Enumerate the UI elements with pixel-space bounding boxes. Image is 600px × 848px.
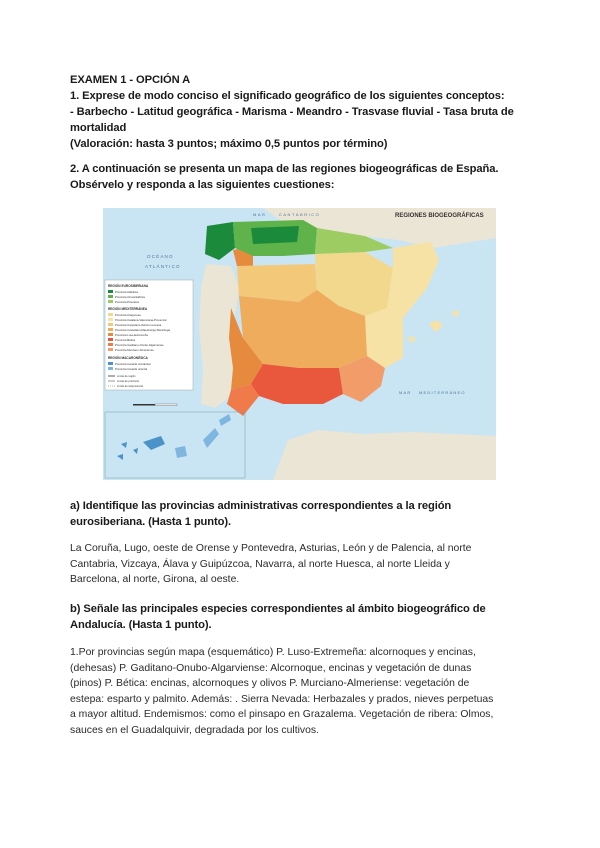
question-2-line-1: 2. A continuación se presenta un mapa de las regiones biogeográficas de España.	[70, 163, 499, 175]
question-b-line-1: b) Señale las principales especies correspondientes al ámbito biogeográfico de	[70, 603, 486, 615]
legend-swatch-castellano	[108, 328, 113, 331]
map-sea-oceano-1: OCÉANO	[147, 254, 174, 259]
question-1	[70, 88, 540, 152]
legend-swatch-gaditano	[108, 343, 113, 346]
legend-swatch-atlantica	[108, 290, 113, 293]
legend-swatch-canaria-or	[108, 367, 113, 370]
map-sea-cantabrico-2: CANTÁBRICO	[279, 212, 321, 217]
exam-title: EXAMEN 1 - OPCIÓN A	[70, 74, 191, 86]
question-1-statement: 1. Exprese de modo conciso el significado geográfico de los siguientes conceptos:	[70, 90, 505, 102]
legend-item-betica: Provincia Bética	[115, 338, 136, 342]
question-a-line-2: eurosiberiana. (Hasta 1 punto).	[70, 516, 232, 528]
legend-swatch-orocantabrica	[108, 295, 113, 298]
question-a-line-1: a) Identifique las provincias administrativas correspondientes a la región	[70, 500, 452, 512]
legend-item-canaria-or: Provincia Canaria oriental	[115, 367, 148, 371]
map-sea-mediterraneo-1: MAR	[399, 390, 412, 395]
question-a	[70, 498, 540, 530]
map-region-atlantica-north	[251, 226, 299, 244]
legend-item-canaria-occ: Provincia Canaria occidental	[115, 362, 151, 366]
legend-swatch-canaria-occ	[108, 362, 113, 365]
legend-swatch-carpetano	[108, 323, 113, 326]
question-2	[70, 161, 540, 193]
map-region-carpetano	[237, 264, 317, 302]
answer-b	[70, 645, 540, 738]
legend-item-murciano: Provincia Murciano-Almeriense	[115, 348, 154, 352]
map-scale-bar	[133, 404, 177, 406]
map-sea-oceano-2: ATLÁNTICO	[145, 264, 181, 269]
legend-item-pirenaica: Provincia Pirenaica	[115, 300, 139, 304]
map-title: REGIONES BIOGEOGRÁFICAS	[395, 213, 484, 219]
legend-swatch-aragonesa	[108, 313, 113, 316]
answer-b-line: a mayor altitud. Endemismos: como el pinsapo en Grazalema. Vegetación de ribera: Olmos,	[70, 709, 494, 720]
legend-item-catalana: Provincia Catalana-Valenciana-Provenzal	[115, 318, 167, 322]
question-2-line-2: Obsérvelo y responda a las siguientes cuestiones:	[70, 179, 335, 191]
answer-a	[70, 541, 540, 588]
question-1-terms-line-2: mortalidad	[70, 122, 127, 134]
answer-b-line: (pinos) P. Bética: encinas, alcornoques y olivos P. Murciano-Almeriense: vegetación de	[70, 678, 470, 689]
legend-swatch-catalana	[108, 318, 113, 321]
canary-gran-canaria	[175, 446, 187, 458]
answer-a-line-3: Barcelona, al norte, Girona, al oeste.	[70, 574, 240, 585]
question-b-line-2: Andalucía. (Hasta 1 punto).	[70, 619, 212, 631]
question-1-valuation: (Valoración: hasta 3 puntos; máximo 0,5 puntos por término)	[70, 138, 388, 150]
legend-boundary-provincia: Límite de provincia	[117, 380, 139, 383]
legend-item-luso: Provincia Luso-Extremeña	[115, 333, 148, 337]
map-legend	[105, 280, 193, 390]
legend-item-carpetano: Provincia Carpetano-Ibérico-Leonesa	[115, 323, 162, 327]
legend-eurosiberian-header: REGIÓN EUROSIBERIANA	[108, 284, 149, 288]
legend-item-gaditano: Provincia Gaditano-Onubo-Algarviense	[115, 343, 164, 347]
legend-swatch-luso	[108, 333, 113, 336]
legend-boundary-subprovincia: Límite de subprovincia	[117, 385, 143, 388]
question-b	[70, 601, 540, 633]
biogeographic-regions-map	[103, 208, 496, 480]
legend-item-aragonesa: Provincia Aragonesa	[115, 313, 141, 317]
answer-b-line: estepa: esparto y palmito. Además: . Sierra Nevada: Herbazales y prados, nieves perpetuas	[70, 693, 494, 705]
legend-boundary-region: Límite de región	[117, 375, 136, 378]
answer-a-line-1: La Coruña, Lugo, oeste de Orense y Pontevedra, Asturias, León y de Palencia, al norte	[70, 543, 472, 554]
legend-item-orocantabrica: Provincia Orocantábrica	[115, 295, 145, 299]
legend-swatch-betica	[108, 338, 113, 341]
map-africa	[273, 430, 496, 480]
legend-item-castellano: Provincia Castellano-Maestrazgo-Manchega	[115, 328, 171, 332]
answer-b-line: (dehesas) P. Gaditano-Onubo-Algarviense: Alcornoque, encinas y vegetación de dunas	[70, 662, 472, 674]
question-1-terms-line-1: - Barbecho - Latitud geográfica - Marisma - Meandro - Trasvase fluvial - Tasa bruta de	[70, 106, 514, 118]
legend-swatch-murciano	[108, 348, 113, 351]
legend-swatch-pirenaica	[108, 300, 113, 303]
map-sea-cantabrico-1: MAR	[253, 212, 267, 217]
legend-item-atlantica: Provincia Atlántica	[115, 290, 138, 294]
legend-mediterranean-header: REGIÓN MEDITERRÁNEA	[108, 307, 148, 311]
answer-b-line: 1.Por provincias según mapa (esquemático) P. Luso-Extremeña: alcornoques y encinas,	[70, 647, 476, 658]
answer-a-line-2: Cantabria, Vizcaya, Álava y Guipúzcoa, Navarra, al norte Huesca, al norte Lleida y	[70, 558, 450, 570]
legend-macaronesian-header: REGIÓN MACARONÉSICA	[108, 356, 148, 360]
answer-b-line: sauces en el Guadalquivir, degradada por los cultivos.	[70, 724, 319, 736]
map-sea-mediterraneo-2: MEDITERRÁNEO	[419, 390, 466, 395]
